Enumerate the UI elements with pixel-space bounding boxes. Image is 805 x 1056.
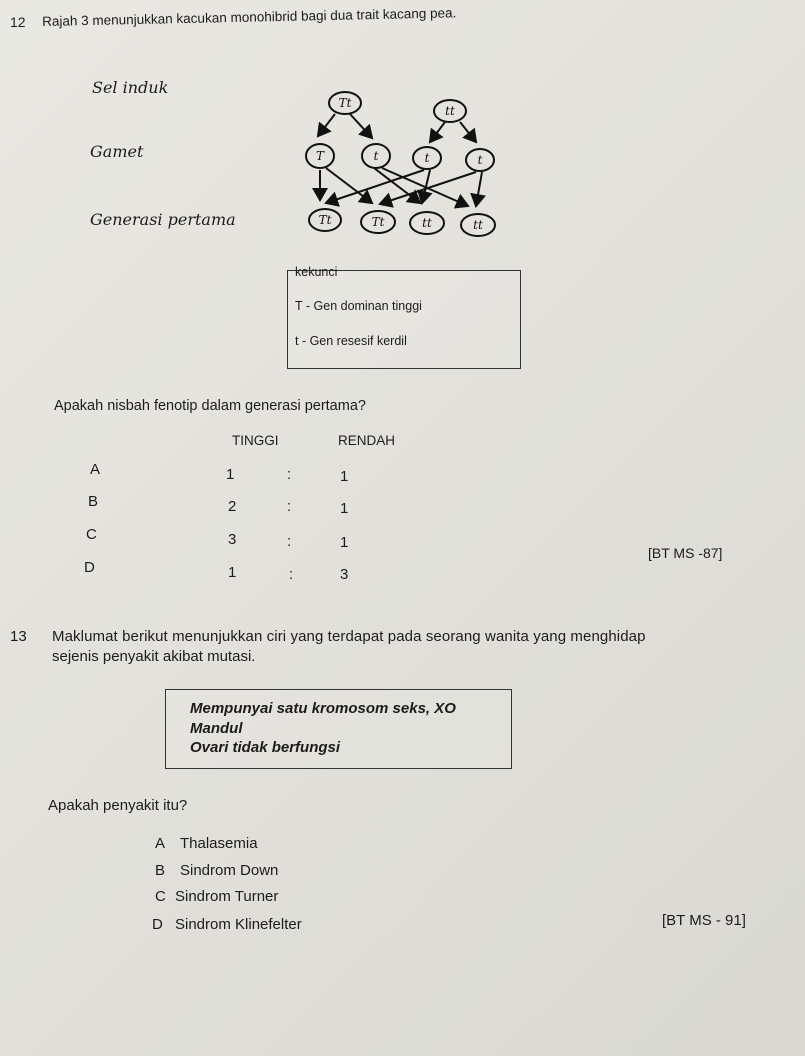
q13-stem-line2: sejenis penyakit akibat mutasi. (52, 648, 256, 665)
info-line-2: Mandul (190, 720, 243, 737)
q13-stem-line1: Maklumat berikut menunjukkan ciri yang terdapat pada seorang wanita yang menghidap (52, 628, 646, 645)
option-tall: 3 (228, 531, 237, 548)
q13-source: [BT MS - 91] (662, 912, 746, 929)
key-recessive: t - Gen resesif kerdil (295, 334, 407, 348)
parent-2-genotype: tt (445, 104, 455, 118)
option-letter: A (90, 461, 101, 478)
option-letter: B (88, 493, 99, 510)
option-text: Sindrom Klinefelter (175, 916, 302, 933)
gamete-3: t (424, 151, 430, 165)
option-letter: D (152, 916, 163, 933)
q13-question: Apakah penyakit itu? (48, 797, 188, 814)
label-gametes: Gamet (90, 142, 144, 161)
option-letter: D (84, 559, 95, 576)
option-text: Sindrom Down (180, 862, 279, 879)
option-short: 1 (340, 500, 349, 517)
offspring-2: Tt (371, 215, 385, 229)
option-tall: 2 (228, 498, 237, 515)
option-short: 1 (340, 534, 349, 551)
option-letter: A (155, 835, 166, 852)
offspring-3: tt (422, 216, 432, 230)
header-short: RENDAH (338, 433, 396, 448)
offspring-4: tt (473, 218, 483, 232)
gamete-4: t (477, 153, 483, 167)
cross-diagram (290, 88, 530, 238)
q12-stem: Rajah 3 menunjukkan kacukan monohibrid bagi dua trait kacang pea. (42, 5, 457, 29)
offspring-1: Tt (318, 213, 332, 227)
key-title: kekunci (295, 265, 338, 279)
q12-source: [BT MS -87] (648, 545, 723, 561)
q12-number: 12 (10, 14, 26, 30)
label-parent-cells: Sel induk (92, 78, 169, 97)
info-box (165, 689, 512, 769)
q13-number: 13 (10, 628, 27, 645)
option-letter: C (86, 526, 97, 543)
option-text: Thalasemia (180, 835, 258, 852)
info-line-3: Ovari tidak berfungsi (190, 739, 341, 756)
label-first-generation: Generasi pertama (90, 210, 236, 229)
option-letter: C (155, 888, 166, 905)
option-letter: B (155, 862, 166, 879)
key-dominant: T - Gen dominan tinggi (295, 299, 422, 313)
gamete-2: t (373, 149, 379, 163)
option-short: 1 (340, 468, 349, 485)
option-sep: : (289, 566, 294, 583)
option-tall: 1 (226, 466, 235, 483)
option-text: Sindrom Turner (175, 888, 279, 905)
option-short: 3 (340, 566, 349, 583)
option-tall: 1 (228, 564, 237, 581)
info-line-1: Mempunyai satu kromosom seks, XO (190, 700, 456, 717)
parent-1-genotype: Tt (338, 96, 352, 110)
option-sep: : (287, 466, 292, 483)
option-sep: : (287, 498, 292, 515)
option-sep: : (287, 533, 292, 550)
q12-question: Apakah nisbah fenotip dalam generasi pertama? (54, 398, 366, 414)
header-tall: TINGGI (232, 433, 279, 448)
key-box (287, 265, 521, 369)
gamete-1: T (315, 149, 325, 163)
